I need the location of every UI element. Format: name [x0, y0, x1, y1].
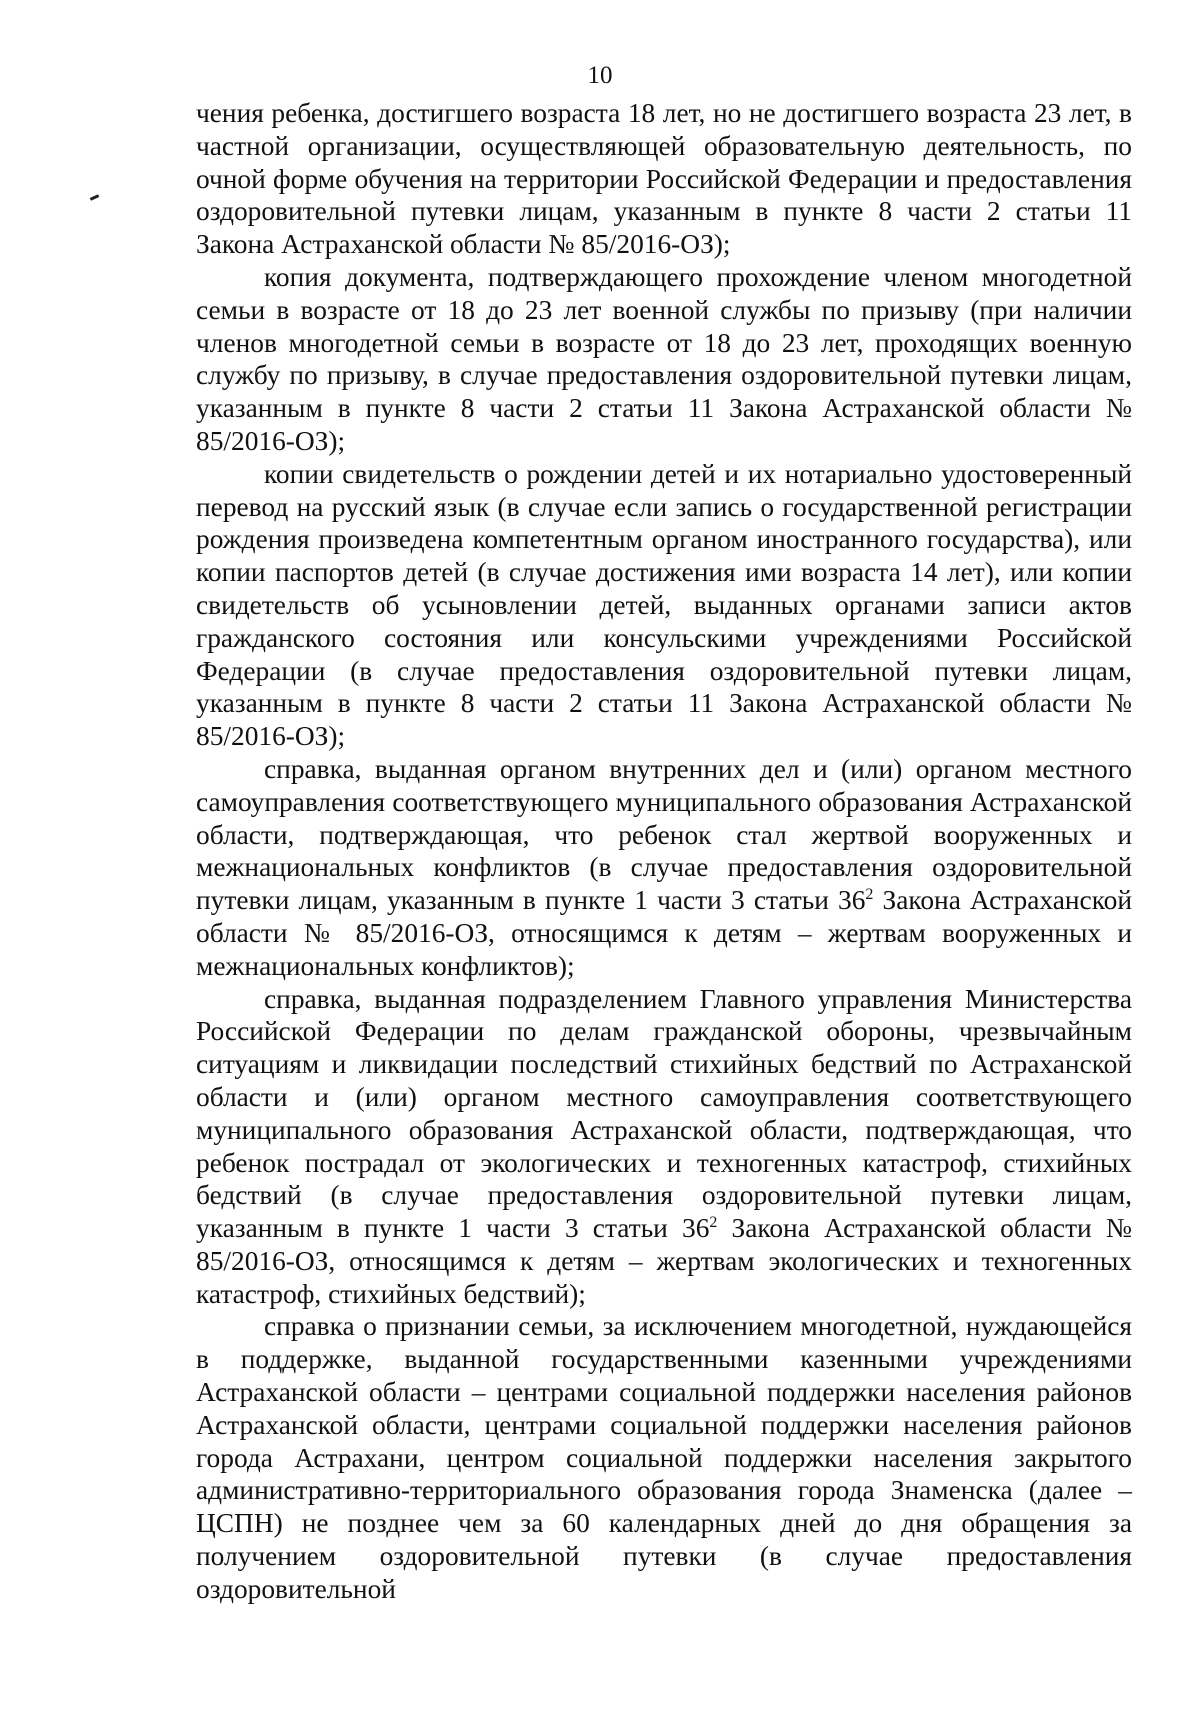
paragraph-family-support-certificate: справка о признании семьи, за исключением многодетной, нуждающейся в поддержке, выданной государственными казенными учреждениями Астраханской области – центрами социальной поддержки населения районов Астраханской области, центрами социальной поддержки населения районов города Астрахани, центром социальной поддержки населения закрытого административно-территориального образования города Знаменска (далее – ЦСПН) не позднее чем за 60 календарных дней до дня обращения за получением оздоровительной путевки (в случае предоставления оздоровительной — [196, 1311, 1132, 1604]
page-number: 10 — [587, 62, 613, 89]
margin-pen-mark — [90, 194, 99, 200]
paragraph-text-before: справка, выданная подразделением Главного управления Министерства Российской Федерации по делам гражданской обороны, чрезвычайным ситуациям и ликвидации последствий стихийных бедствий по Астраханской области и (или) органом местного самоуправления соответствующего муниципального образования Астраханской области, подтверждающая, что ребенок пострадал от экологических и техногенных катастроф, стихийных бедствий (в случае предоставления оздоровительной путевки лицам, указанным в пункте 1 части 3 статьи 36 — [196, 983, 1132, 1244]
paragraph-text-after: Закона Астраханской области № 85/2016-ОЗ, относящимся к детям – жертвам вооруженных и межнациональных конфликтов); — [196, 885, 1132, 981]
superscript: 2 — [865, 886, 874, 904]
paragraph-text-after: Закона Астраханской области № 85/2016-ОЗ, относящимся к детям – жертвам экологических и техногенных катастроф, стихийных бедствий); — [196, 1213, 1132, 1309]
paragraph-armed-conflict-certificate — [196, 753, 1132, 983]
paragraph-continuation: чения ребенка, достигшего возраста 18 лет, но не достигшего возраста 23 лет, в частной организации, осуществляющей образовательную деятельность, по очной форме обучения на территории Российской Федерации и предоставления оздоровительной путевки лицам, указанным в пункте 8 части 2 статьи 11 Закона Астраханской области № 85/2016-ОЗ); — [196, 98, 1132, 260]
paragraph-text-before: справка, выданная органом внутренних дел и (или) органом местного самоуправления соответствующего муниципального образования Астраханской области, подтверждающая, что ребенок стал жертвой вооруженных и межнациональных конфликтов (в случае предоставления оздоровительной путевки лицам, указанным в пункте 1 части 3 статьи 36 — [196, 753, 1132, 916]
paragraph-disaster-certificate — [196, 983, 1132, 1311]
paragraph-military-service-document: копия документа, подтверждающего прохождение членом многодетной семьи в возрасте от 18 до 23 лет военной службы по призыву (при наличии членов многодетной семьи в возрасте от 18 до 23 лет, проходящих военную службу по призыву, в случае предоставления оздоровительной путевки лицам, указанным в пункте 8 части 2 статьи 11 Закона Астраханской области № 85/2016-ОЗ); — [196, 261, 1132, 456]
document-body — [196, 97, 1132, 1606]
paragraph-birth-certificates: копии свидетельств о рождении детей и их нотариально удостоверенный перевод на русский язык (в случае если запись о государственной регистрации рождения произведена компетентным органом иностранного государства), или копии паспортов детей (в случае достижения ими возраста 14 лет), или копии свидетельств об усыновлении детей, выданных органами записи актов гражданского состояния или консульскими учреждениями Российской Федерации (в случае предоставления оздоровительной путевки лицам, указанным в пункте 8 части 2 статьи 11 Закона Астраханской области № 85/2016-ОЗ); — [196, 458, 1132, 752]
superscript: 2 — [709, 1214, 718, 1232]
